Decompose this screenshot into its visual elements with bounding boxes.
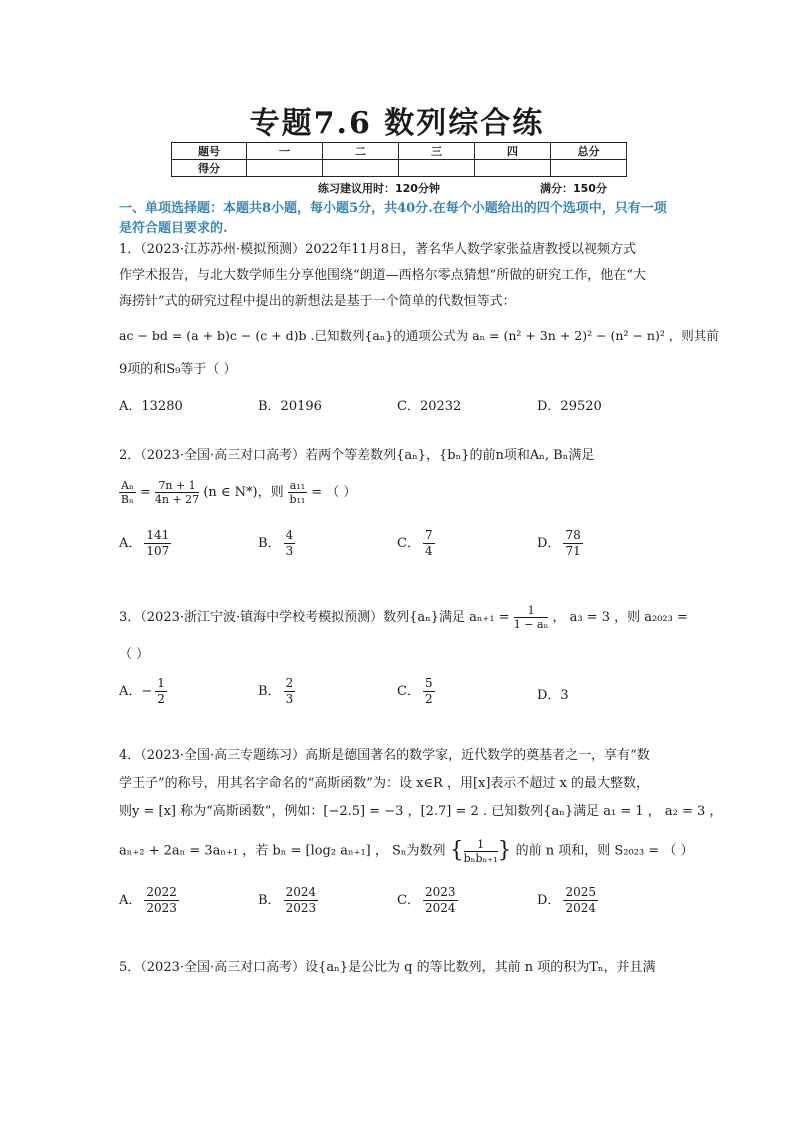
q2-condition: $\frac{\text{Aₙ}}{\text{Bₙ}}$ = $\frac{7n + 1}{4n + 27}$ (n ∈ N*)，则 $\frac{\text{a₁₁}}{\text{b₁₁}}$ = （ ） bbox=[120, 479, 357, 506]
table-cell bbox=[247, 160, 323, 177]
q1-line: 海捞针”式的研究过程中提出的新想法是基于一个简单的代数恒等式： bbox=[119, 294, 516, 309]
option-c: C． $\frac{2023}{2024}$ bbox=[397, 885, 456, 915]
option-a: A． $\frac{2022}{2023}$ bbox=[119, 885, 177, 915]
section-heading: 一、单项选择题：本题共8小题，每小题5分，共40分.在每个小题给出的四个选项中，只有一项是符合题目要求的. bbox=[119, 201, 667, 236]
q4-line: 则y = [x] 称为“高斯函数”，例如：[−2.5] = −3 ，[2.7] = 2 . 已知数列{aₙ}满足 a₁ = 1 ， a₂ = 3 ， bbox=[119, 804, 723, 819]
table-cell: 总分 bbox=[551, 143, 627, 160]
option-b: B． $\frac{4}{3}$ bbox=[258, 528, 294, 558]
table-cell: 四 bbox=[475, 143, 551, 160]
q1-line: 作学术报告，与北大数学师生分享他围绕“朗道—西格尔零点猜想”所做的研究工作，他在“大 bbox=[119, 268, 646, 283]
option-b: B． $\frac{2}{3}$ bbox=[258, 676, 294, 706]
table-cell bbox=[399, 160, 475, 177]
q2-line: 2．（2023·全国·高三对口高考）若两个等差数列{aₙ}，{bₙ}的前n项和Aₙ, Bₙ满足 bbox=[119, 448, 595, 463]
option-d: D． $\frac{78}{71}$ bbox=[537, 528, 581, 558]
table-cell: 二 bbox=[323, 143, 399, 160]
option-c: C． $\frac{7}{4}$ bbox=[397, 528, 433, 558]
table-row bbox=[172, 160, 627, 177]
option-a: A．13280 bbox=[119, 399, 183, 414]
option-a: A． $\frac{141}{107}$ bbox=[119, 528, 170, 558]
option-c: C． $\frac{5}{2}$ bbox=[397, 676, 433, 706]
table-cell: 一 bbox=[247, 143, 323, 160]
option-a: A．− $\frac{1}{2}$ bbox=[119, 676, 165, 706]
q1-formula-line: ac − bd = (a + b)c − (c + d)b .已知数列{aₙ}的通项公式为 aₙ = (n² + 3n + 2)² − (n² − n)² ，则其前 bbox=[119, 328, 719, 343]
table-cell bbox=[323, 160, 399, 177]
q3-line: （ ） bbox=[119, 647, 150, 662]
table-cell: 三 bbox=[399, 143, 475, 160]
fraction: $\frac{\text{a₁₁}}{\text{b₁₁}}$ bbox=[289, 479, 306, 506]
q1-line: 1．（2023·江苏苏州·模拟预测）2022年11月8日，著名华人数学家张益唐教授以视频方式 bbox=[119, 242, 637, 257]
full-score: 满分：150分 bbox=[540, 182, 607, 195]
table-cell: 得分 bbox=[172, 160, 247, 177]
table-cell bbox=[551, 160, 627, 177]
fraction: $\frac{7n + 1}{4n + 27}$ bbox=[154, 479, 200, 506]
q1-line: 9项的和S₉等于（ ） bbox=[119, 362, 237, 377]
table-row bbox=[172, 143, 627, 160]
table-cell: 题号 bbox=[172, 143, 247, 160]
q4-line: 学王子”的称号，用其名字命名的“高斯函数”为：设 x∈R ，用[x]表示不超过 x 的最大整数， bbox=[119, 776, 650, 791]
fraction: $\frac{\text{Aₙ}}{\text{Bₙ}}$ bbox=[120, 479, 134, 506]
option-d: D．29520 bbox=[537, 399, 602, 414]
q4-line: 4．（2023·全国·高三专题练习）高斯是德国著名的数学家，近代数学的奠基者之一，享有“数 bbox=[119, 748, 650, 763]
q3-line: 3．（2023·浙江宁波·镇海中学校考模拟预测）数列{aₙ}满足 aₙ₊₁ = $\frac{1}{\text{1 − aₙ}}$ ， a₃ = 3 ，则 a₂₀₂₃ = bbox=[119, 604, 688, 631]
fraction: $\frac{1}{\text{1 − aₙ}}$ bbox=[513, 604, 549, 631]
option-b: B．20196 bbox=[258, 399, 322, 414]
option-d: D． $\frac{2025}{2024}$ bbox=[537, 885, 596, 915]
option-d: D．3 bbox=[537, 688, 569, 703]
q5-line: 5．（2023·全国·高三对口高考）设{aₙ}是公比为 q 的等比数列，其前 n 项的积为Tₙ，并且满 bbox=[119, 960, 656, 975]
score-table bbox=[171, 142, 627, 177]
q4-line: aₙ₊₂ + 2aₙ = 3aₙ₊₁ ，若 bₙ = [log₂ aₙ₊₁] ， Sₙ为数列 { 1 bₙbₙ₊₁ } 的前 n 项和，则 S₂₀₂₃ = （ ） bbox=[119, 837, 694, 865]
time-suggestion: 练习建议用时：120分钟 bbox=[318, 182, 440, 195]
page-title: 专题7.6 数列综合练 bbox=[249, 106, 545, 141]
option-c: C．20232 bbox=[397, 399, 462, 414]
option-b: B． $\frac{2024}{2023}$ bbox=[258, 885, 317, 915]
table-cell bbox=[475, 160, 551, 177]
fraction: 1 bₙbₙ₊₁ bbox=[463, 837, 498, 865]
